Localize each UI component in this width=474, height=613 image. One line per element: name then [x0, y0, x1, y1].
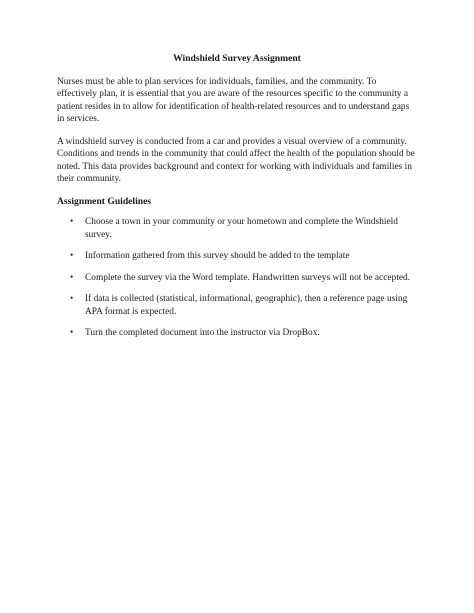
guideline-text: Complete the survey via the Word template. Handwritten surveys will not be accepted.	[85, 272, 411, 283]
guideline-item	[57, 250, 417, 263]
document-title: Windshield Survey Assignment	[173, 53, 301, 64]
bullet-icon: •	[70, 217, 74, 227]
guideline-text: If data is collected (statistical, informational, geographic), then a reference page using APA format is expected.	[85, 294, 408, 317]
guideline-item	[57, 216, 417, 241]
bullet-icon: •	[70, 294, 74, 304]
bullet-icon: •	[70, 328, 74, 338]
guideline-text: Information gathered from this survey should be added to the template	[85, 251, 350, 261]
guideline-text: Turn the completed document into the instructor via DropBox.	[85, 328, 320, 338]
guideline-item	[57, 327, 417, 340]
intro-paragraph: Nurses must be able to plan services for individuals, families, and the community. To effectively plan, it is essential that you are aware of the resources specific to the community a patient resides in to allow for identification of health-related resources and to understand gaps in services.	[57, 76, 410, 124]
bullet-icon: •	[70, 251, 74, 261]
guideline-item	[57, 293, 417, 318]
document-body	[57, 53, 417, 349]
guideline-item	[57, 272, 417, 285]
windshield-survey-paragraph: A windshield survey is conducted from a car and provides a visual overview of a community. Conditions and trends in the community that could affect the health of the population should be noted. This data provides background and context for working with individuals and families in their community.	[57, 136, 415, 184]
guidelines-list	[57, 216, 417, 340]
guidelines-heading: Assignment Guidelines	[57, 195, 152, 207]
bullet-icon: •	[70, 272, 74, 283]
guideline-text: Choose a town in your community or your hometown and complete the Windshield survey.	[85, 217, 398, 240]
